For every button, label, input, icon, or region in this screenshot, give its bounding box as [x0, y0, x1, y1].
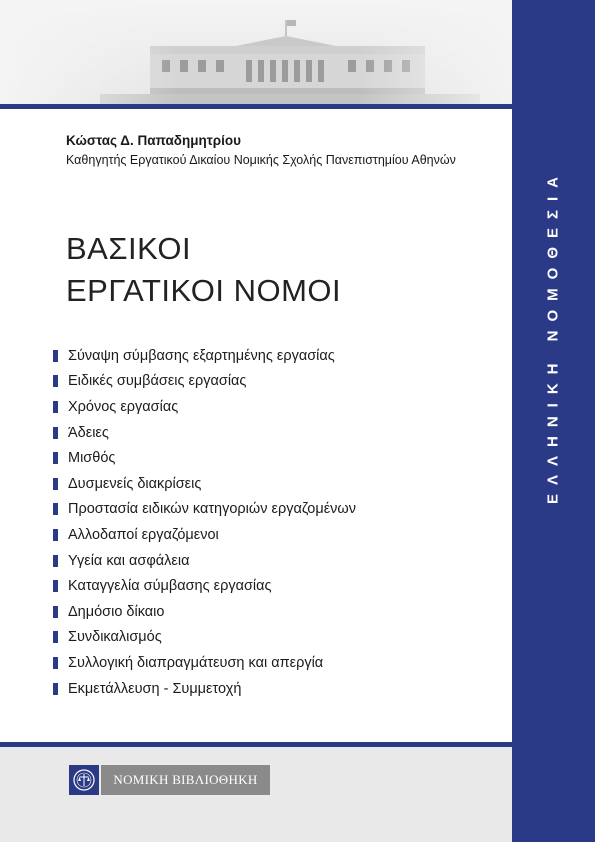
author-affiliation: Καθηγητής Εργατικού Δικαίου Νομικής Σχολής Πανεπιστημίου Αθηνών [66, 153, 456, 167]
topic-item [53, 522, 356, 548]
topic-label: Συνδικαλισμός [68, 629, 162, 646]
bullet-marker [53, 350, 58, 362]
topic-label: Καταγγελία σύμβασης εργασίας [68, 578, 272, 595]
publisher-emblem-icon [69, 765, 99, 795]
bullet-marker [53, 401, 58, 413]
topic-label: Χρόνος εργασίας [68, 398, 179, 415]
publisher-name: ΝΟΜΙΚΗ ΒΙΒΛΙΟΘΗΚΗ [101, 765, 270, 795]
topic-item [53, 573, 356, 599]
topic-item [53, 625, 356, 651]
topic-label: Συλλογική διαπραγμάτευση και απεργία [68, 654, 324, 671]
topic-item [53, 394, 356, 420]
topic-label: Δημόσιο δίκαιο [68, 603, 165, 620]
topic-item [53, 497, 356, 523]
author-name: Κώστας Δ. Παπαδημητρίου [66, 133, 241, 148]
topic-item [53, 343, 356, 369]
topic-item [53, 471, 356, 497]
series-label: ΕΛΛΗΝΙΚΗ ΝΟΜΟΘΕΣΙΑ [544, 167, 562, 505]
bullet-marker [53, 606, 58, 618]
topic-label: Δυσμενείς διακρίσεις [68, 475, 202, 492]
book-title-line-1: ΒΑΣΙΚΟΙ [66, 231, 192, 266]
topic-label: Αλλοδαποί εργαζόμενοι [68, 526, 219, 543]
bullet-marker [53, 503, 58, 515]
bullet-marker [53, 683, 58, 695]
topic-item [53, 369, 356, 395]
topic-label: Άδειες [68, 424, 109, 441]
topic-item [53, 599, 356, 625]
publisher-logo [69, 765, 270, 795]
parliament-photo [0, 0, 512, 104]
topic-item [53, 420, 356, 446]
topic-item [53, 676, 356, 702]
topic-item [53, 445, 356, 471]
topic-list [53, 343, 356, 701]
bullet-marker [53, 478, 58, 490]
bullet-marker [53, 452, 58, 464]
parliament-building-image [0, 0, 512, 104]
bullet-marker [53, 427, 58, 439]
topic-label: Υγεία και ασφάλεια [68, 552, 190, 569]
topic-item [53, 650, 356, 676]
bullet-marker [53, 657, 58, 669]
bullet-marker [53, 555, 58, 567]
topic-label: Ειδικές συμβάσεις εργασίας [68, 373, 247, 390]
topic-label: Προστασία ειδικών κατηγοριών εργαζομένων [68, 501, 356, 518]
bullet-marker [53, 580, 58, 592]
book-title [66, 228, 341, 312]
bullet-marker [53, 631, 58, 643]
topic-label: Εκμετάλλευση - Συμμετοχή [68, 680, 242, 697]
book-title-line-2: ΕΡΓΑΤΙΚΟΙ ΝΟΜΟΙ [66, 273, 342, 308]
topic-item [53, 548, 356, 574]
top-rule [0, 104, 512, 109]
bullet-marker [53, 375, 58, 387]
topic-label: Μισθός [68, 450, 116, 467]
bullet-marker [53, 529, 58, 541]
topic-label: Σύναψη σύμβασης εξαρτημένης εργασίας [68, 347, 335, 364]
